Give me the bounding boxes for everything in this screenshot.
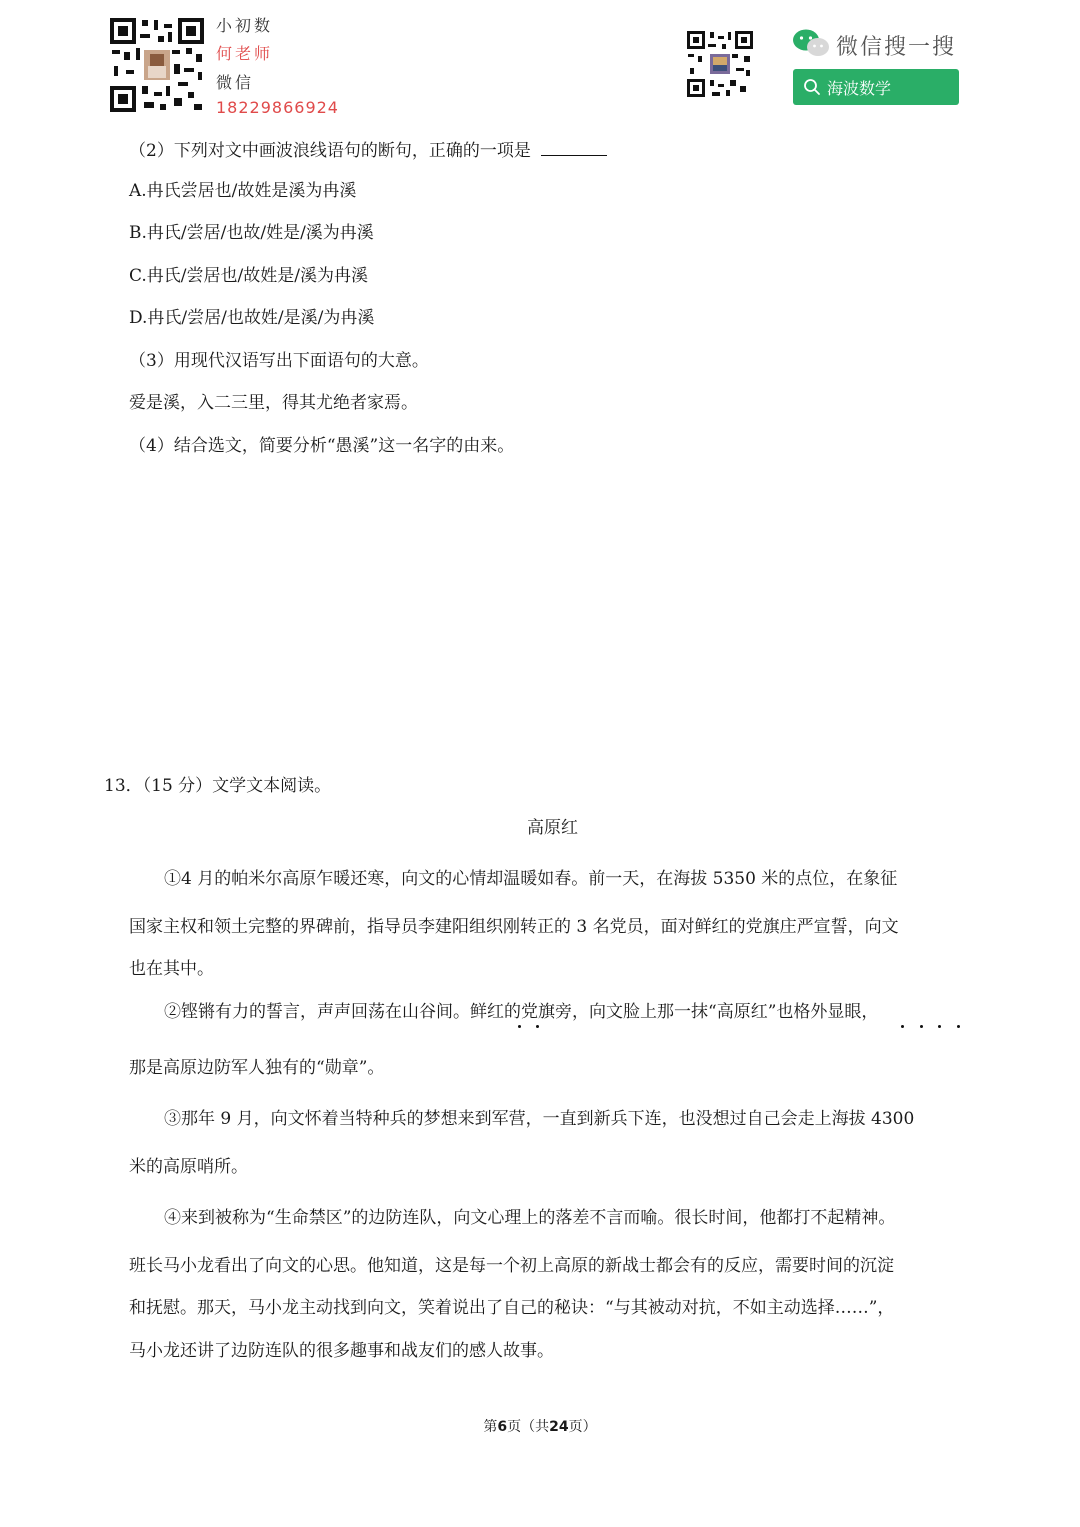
- current-page: 6: [497, 1419, 508, 1435]
- q12-part3-prompt: （3）用现代汉语写出下面语句的大意。: [129, 351, 429, 371]
- emphasis-dot: [920, 1025, 923, 1028]
- para1-line1: ①4 月的帕米尔高原乍暖还寒，向文的心情却温暖如春。前一天，在海拔 5350 米的点位，在象征: [164, 869, 898, 889]
- option-c: C.冉氏/尝居也/故姓是/溪为冉溪: [129, 266, 368, 286]
- emphasis-dot: [938, 1025, 941, 1028]
- answer-blank[interactable]: [541, 139, 607, 156]
- para3-line2: 米的高原哨所。: [129, 1157, 248, 1177]
- contact-name: 何老师: [216, 44, 274, 63]
- emphasis-dot: [957, 1025, 960, 1028]
- para2-line1: ②铿锵有力的誓言，声声回荡在山谷间。鲜红的党旗旁，向文脸上那一抹“高原红”也格外显眼，: [164, 1002, 879, 1022]
- option-b: B.冉氏/尝居/也故/姓是/溪为冉溪: [129, 223, 374, 243]
- emphasis-dot: [518, 1025, 521, 1028]
- para4-line2: 班长马小龙看出了向文的心思。他知道，这是每一个初上高原的新战士都会有的反应，需要时间的沉淀: [129, 1256, 894, 1276]
- q12-part2-prompt: [129, 139, 607, 161]
- wechat-search-title: 微信搜一搜: [836, 35, 957, 60]
- qr-pattern-icon: [686, 30, 754, 98]
- emphasis-dot: [901, 1025, 904, 1028]
- para3-line1: ③那年 9 月，向文怀着当特种兵的梦想来到军营，一直到新兵下连，也没想过自己会走上海拔 4300: [164, 1109, 915, 1129]
- search-icon: [803, 78, 821, 96]
- q12-part2-prompt-text: （2）下列对文中画波浪线语句的断句，正确的一项是: [129, 141, 531, 161]
- wechat-search-query: 海波数学: [827, 78, 892, 98]
- para4-line1: ④来到被称为“生命禁区”的边防连队，向文心理上的落差不言而喻。很长时间，他都打不起精神。: [164, 1208, 896, 1228]
- q12-part4-prompt: （4）结合选文，简要分析“愚溪”这一名字的由来。: [129, 436, 515, 456]
- page-suffix: 页）: [568, 1419, 597, 1435]
- page-prefix: 第: [483, 1419, 498, 1435]
- qr-pattern-icon: [108, 16, 206, 114]
- option-d: D.冉氏/尝居/也故姓/是溪/为冉溪: [129, 308, 375, 328]
- total-pages: 24: [549, 1419, 569, 1435]
- wechat-logo-icon: [792, 28, 830, 58]
- q13-heading: 13．（15 分）文学文本阅读。: [104, 776, 332, 796]
- q12-part3-sentence: 爱是溪，入二三里，得其尤绝者家焉。: [129, 393, 418, 413]
- contact-phone: 18229866924: [216, 98, 339, 117]
- emphasis-dot: [536, 1025, 539, 1028]
- para4-line3: 和抚慰。那天，马小龙主动找到向文，笑着说出了自己的秘诀：“与其被动对抗，不如主动选择……”，: [129, 1298, 895, 1318]
- page-mid: 页（共: [507, 1419, 550, 1435]
- para1-line3: 也在其中。: [129, 959, 214, 979]
- contact-line-1: 小初数: [216, 16, 274, 35]
- contact-qr-code: [108, 16, 206, 114]
- para2-line2: 那是高原边防军人独有的“勋章”。: [129, 1058, 385, 1078]
- wechat-qr-code: [686, 30, 754, 98]
- para4-line4: 马小龙还讲了边防连队的很多趣事和战友们的感人故事。: [129, 1341, 554, 1361]
- page-number: [0, 1416, 1080, 1436]
- passage-title: 高原红: [527, 818, 578, 838]
- wechat-search-bar[interactable]: [793, 69, 959, 105]
- para1-line2: 国家主权和领土完整的界碑前，指导员李建阳组织刚转正的 3 名党员，面对鲜红的党旗庄严宣誓，向文: [129, 917, 899, 937]
- contact-wechat-label: 微信: [216, 73, 255, 92]
- option-a: A.冉氏尝居也/故姓是溪为冉溪: [129, 181, 357, 201]
